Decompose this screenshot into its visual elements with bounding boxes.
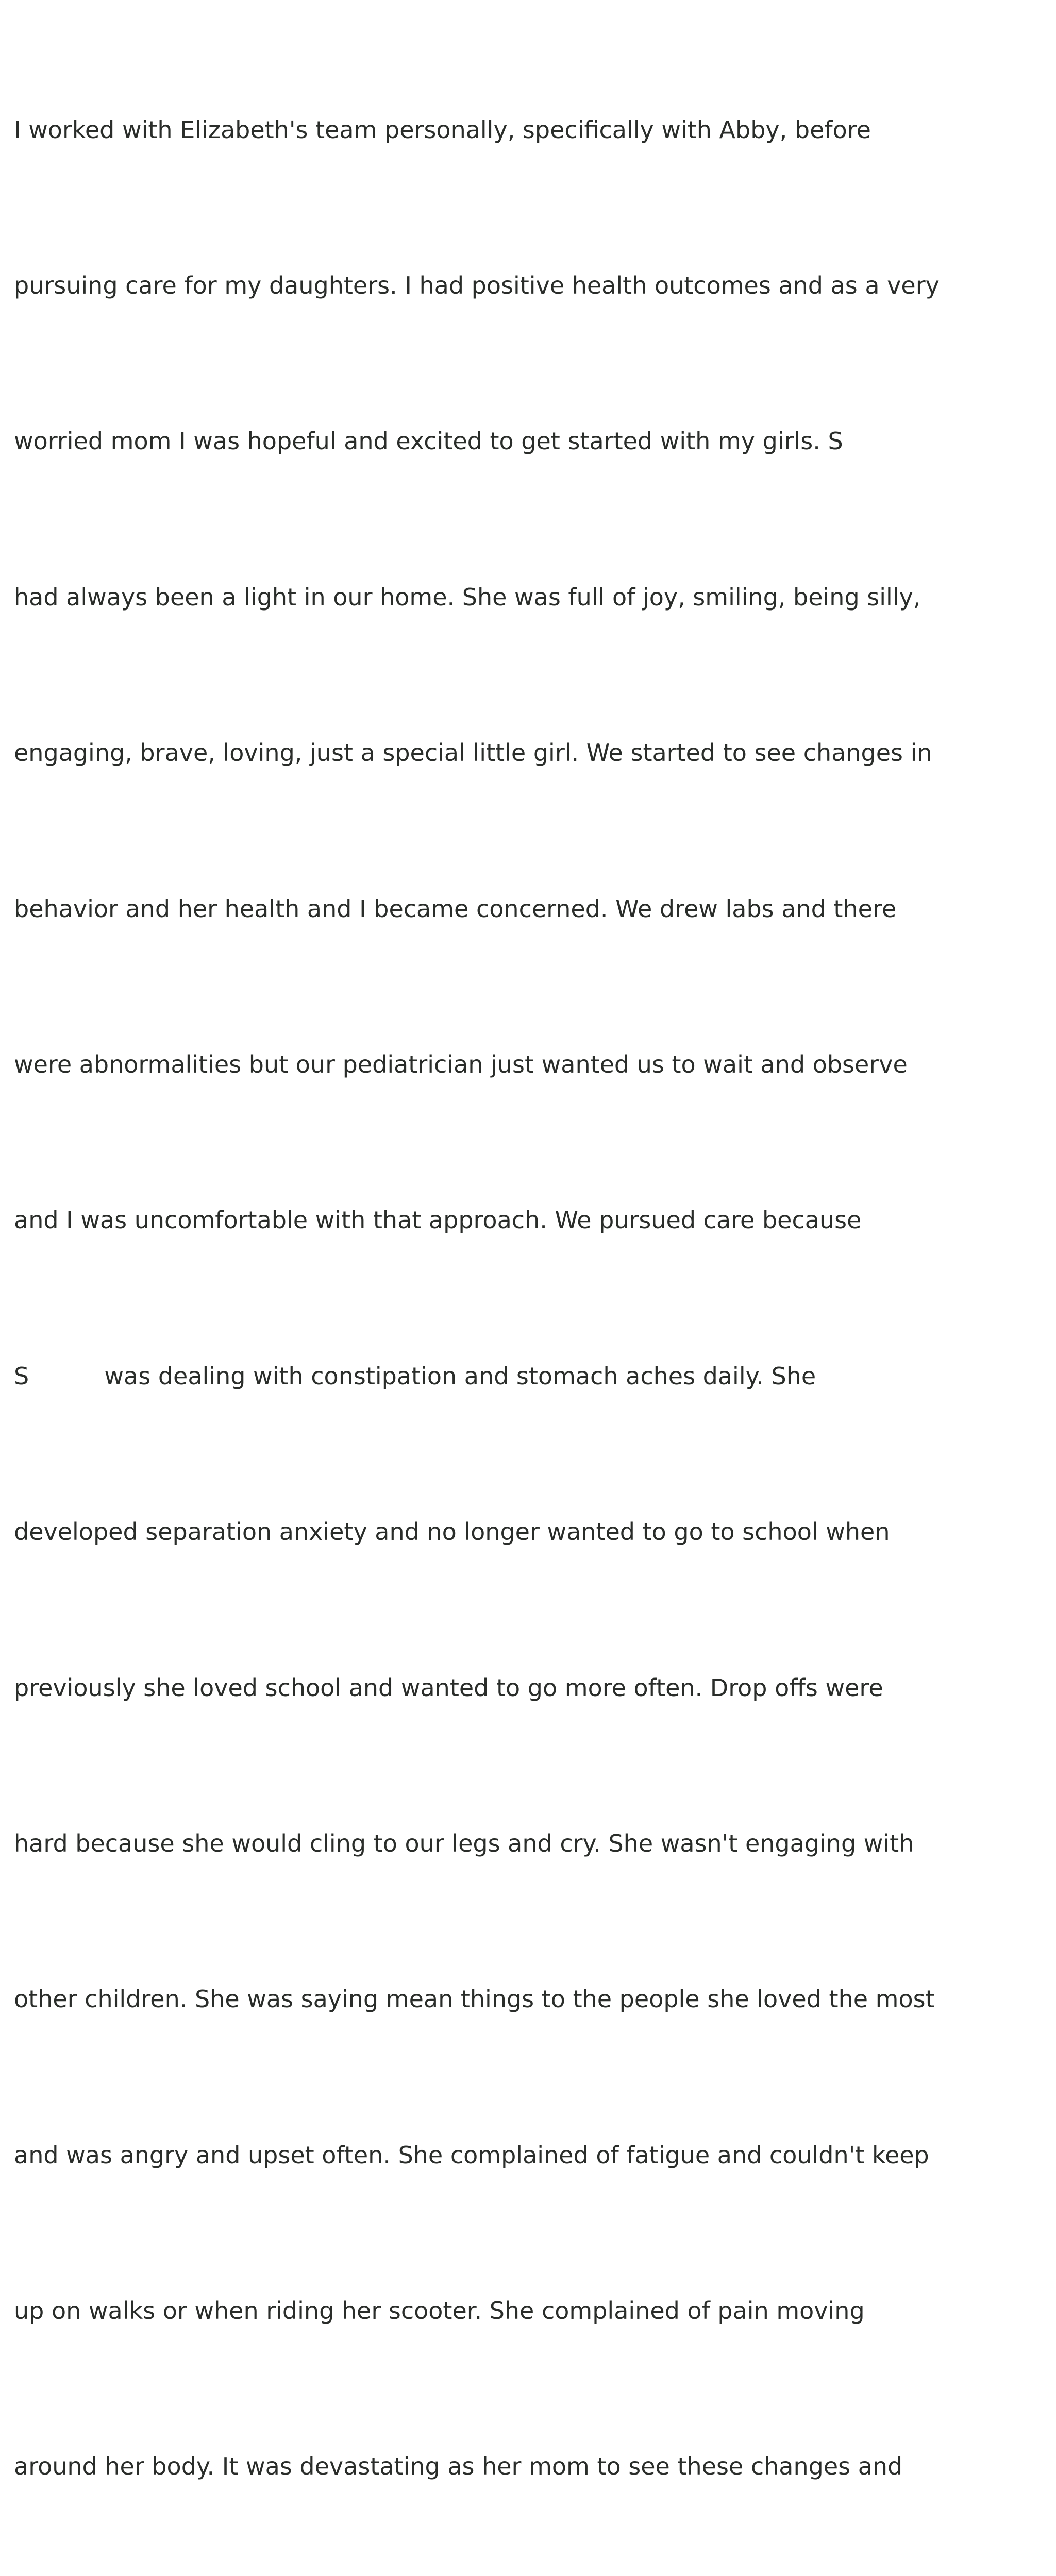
text-line: around her body. It was devastating as her mom to see these changes and	[14, 2452, 903, 2481]
text-line: pursuing care for my daughters. I had positive health outcomes and as a very	[14, 271, 940, 299]
text-line: other children. She was saying mean things to the people she loved the most	[14, 1985, 935, 2013]
text-line: up on walks or when riding her scooter. She complained of pain moving	[14, 2297, 865, 2325]
text-line: previously she loved school and wanted to go more often. Drop offs were	[14, 1673, 883, 1702]
text-line: developed separation anxiety and no longer wanted to go to school when	[14, 1518, 890, 1546]
text-line: I worked with Elizabeth's team personally, specifically with Abby, before	[14, 115, 871, 144]
text-line: S was dealing with constipation and stomach aches daily. She	[14, 1362, 816, 1390]
text-line: and was angry and upset often. She complained of fatigue and couldn't keep	[14, 2141, 929, 2169]
text-line: were abnormalities but our pediatrician just wanted us to wait and observe	[14, 1050, 908, 1078]
paragraph-1	[14, 0, 1050, 2576]
text-line: worried mom I was hopeful and excited to get started with my girls. S	[14, 427, 843, 455]
testimonial-text	[14, 0, 1050, 2576]
text-line: engaging, brave, loving, just a special little girl. We started to see changes in	[14, 739, 932, 767]
text-line: had always been a light in our home. She was full of joy, smiling, being silly,	[14, 583, 921, 611]
text-line: behavior and her health and I became concerned. We drew labs and there	[14, 894, 897, 923]
text-line: hard because she would cling to our legs and cry. She wasn't engaging with	[14, 1829, 914, 1857]
text-line: and I was uncomfortable with that approach. We pursued care because	[14, 1206, 862, 1234]
